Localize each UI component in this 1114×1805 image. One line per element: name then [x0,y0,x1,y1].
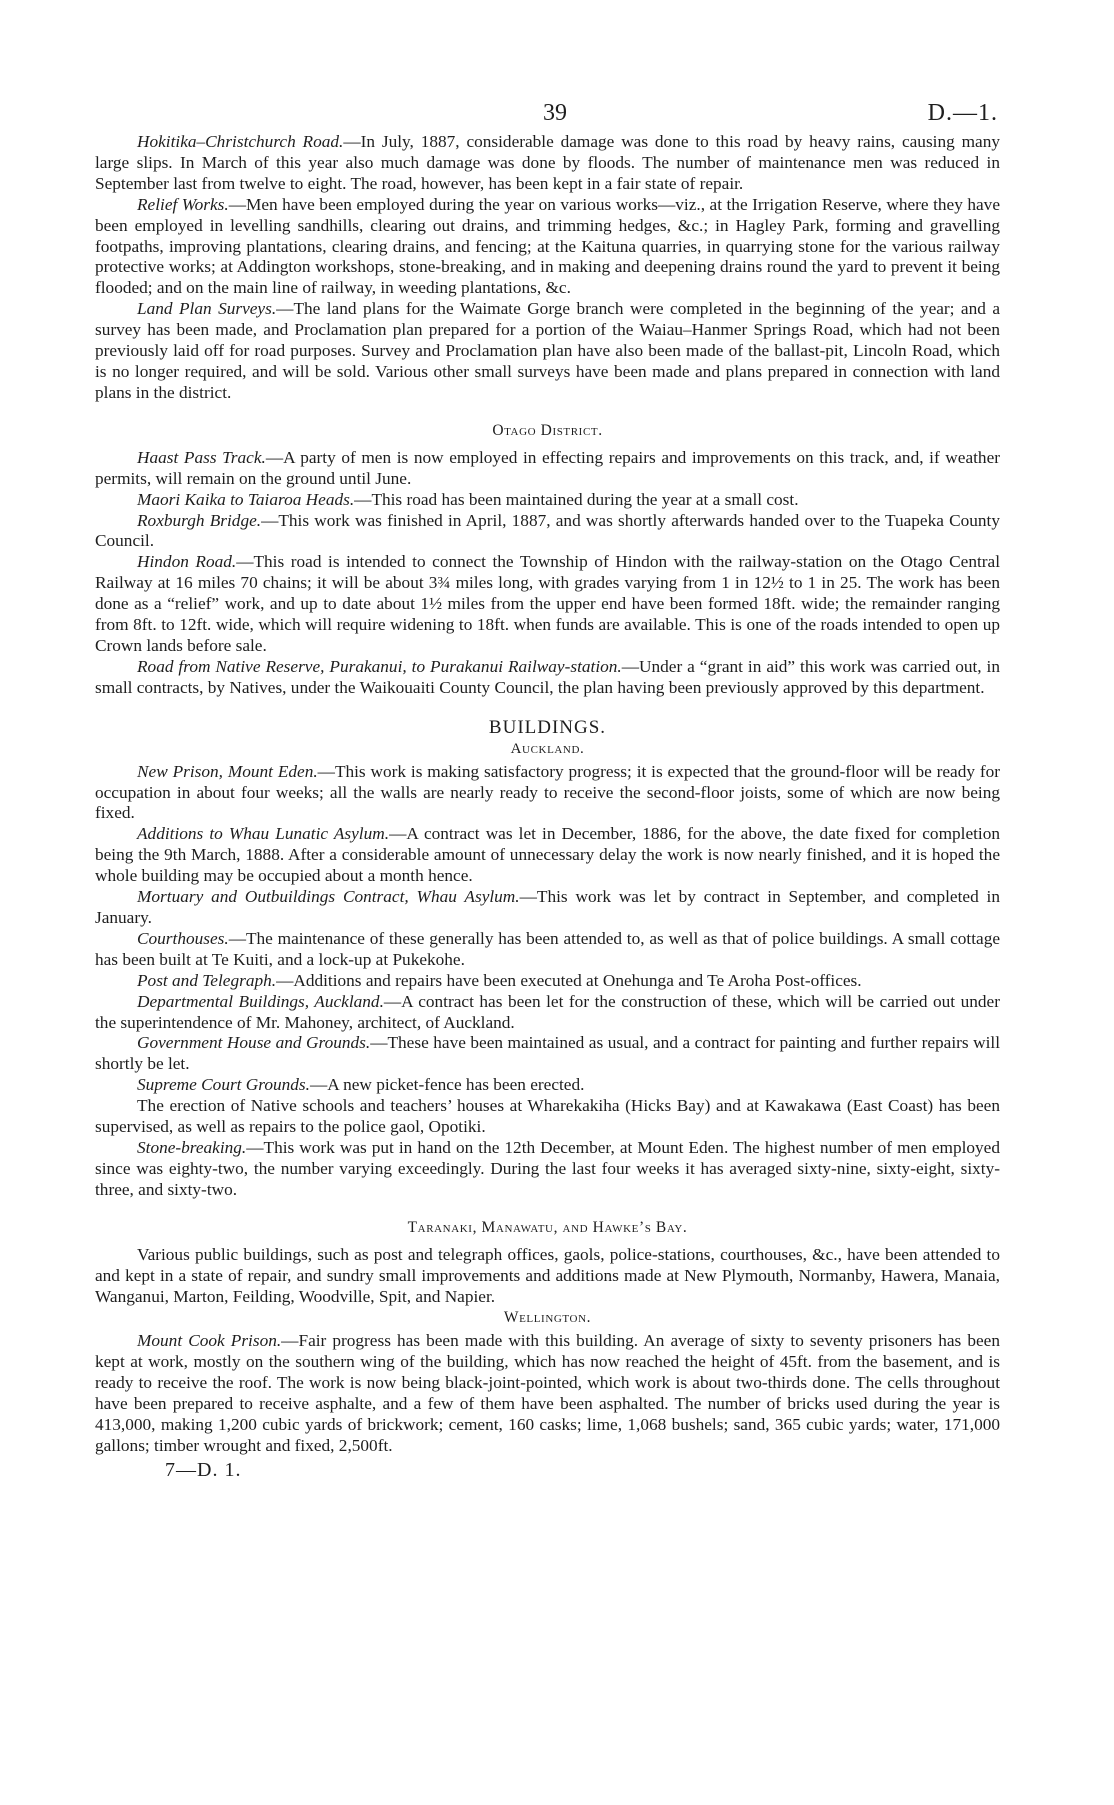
paragraph: Courthouses.—The maintenance of these generally has been attended to, as well as that of police buildings. A small cottage has been built at Te Kuiti, and a lock-up at Pukekohe. [95,928,1000,969]
paragraph: Government House and Grounds.—These have been maintained as usual, and a contract for painting and further repairs will shortly be let. [95,1033,1000,1074]
paragraph: Mount Cook Prison.—Fair progress has been made with this building. An average of sixty to seventy prisoners has been kept at work, mostly on the southern wing of the building, which has now reached the height of 45ft. from the basement, and is ready to receive the roof. The work is now being black-joint-pointed, which work is about two-thirds done. The cells throughout have been prepared to receive asphalte, and a few of them have been asphalted. The number of bricks used during the year is 413,000, making 1,200 cubic yards of brickwork; cement, 160 casks; lime, 1,068 bushels; sand, 365 cubic yards; water, 171,000 gallons; timber wrought and fixed, 2,500ft. [95,1331,1000,1455]
paragraph: Relief Works.—Men have been employed during the year on various works—viz., at the Irrigation Reserve, where they have been employed in levelling sandhills, clearing out drains, and trimming hedges, &c.; in Hagley Park, forming and gravelling footpaths, improving plantations, clearing drains, and fencing; at the Kaituna quarries, in quarrying stone for the various railway protective works; at Addington workshops, stone-breaking, and in making and deepening drains round the yard to prevent it being flooded; and on the main line of railway, in weeding plantations, &c. [95,194,1000,298]
paragraph: Haast Pass Track.—A party of men is now employed in effecting repairs and improvements on this track, and, if weather permits, will remain on the ground until June. [95,447,1000,488]
paragraph: Departmental Buildings, Auckland.—A contract has been let for the construction of these, which will be carried out under the superintendence of Mr. Mahoney, architect, of Auckland. [95,991,1000,1032]
auckland-section [95,762,1000,1201]
paragraph: Hokitika–Christchurch Road.—In July, 1887, considerable damage was done to this road by heavy rains, causing many large slips. In March of this year also much damage was done by floods. The number of maintenance men was reduced in September last from twelve to eight. The road, however, has been kept in a fair state of repair. [95,132,1000,193]
otago-section [95,448,1000,699]
section-title-taranaki: Taranaki, Manawatu, and Hawke’s Bay. [407,1218,688,1236]
paragraph: Additions to Whau Lunatic Asylum.—A contract was let in December, 1886, for the above, the date fixed for completion being the 9th March, 1888. After a considerable amount of unnecessary delay the work is now nearly finished, and it is hoped the whole building may be occupied about a month hence. [95,824,1001,886]
paragraph: Road from Native Reserve, Purakanui, to Purakanui Railway-station.—Under a “grant in aid” this work was carried out, in small contracts, by Natives, under the Waikouaiti County Council, the plan having been previously approved by this department. [95,656,1000,697]
buildings-title: BUILDINGS. [488,716,607,738]
section-title-otago: Otago District. [492,421,603,439]
paragraph: Supreme Court Grounds.—A new picket-fence has been erected. [137,1075,585,1095]
paragraph: Mortuary and Outbuildings Contract, Whau Asylum.—This work was let by contract in September, and completed in January. [95,887,1000,927]
paragraph: New Prison, Mount Eden.—This work is making satisfactory progress; it is expected that the ground-floor will be ready for occupation in about four weeks; all the walls are nearly ready to receive the second-floor joists, some of which are now being fixed. [95,761,1000,823]
paragraph: Maori Kaika to Taiaroa Heads.—This road has been maintained during the year at a small cost. [137,489,799,509]
paragraph: Stone-breaking.—This work was put in hand on the 12th December, at Mount Eden. The highest number of men employed since was eighty-two, the number varying exceedingly. During the last four weeks it has averaged sixty-nine, sixty-eight, sixty-three, and sixty-two. [95,1137,1000,1199]
page-header [95,0,1000,132]
paragraph: Hindon Road.—This road is intended to connect the Township of Hindon with the railway-station on the Otago Central Railway at 16 miles 70 chains; it will be about 3¾ miles long, with grades varying from 1 in 12½ to 1 in 25. The work has been done as a “relief” work, and up to date about 1½ miles from the upper end have been formed 18ft. wide; the remainder ranging from 8ft. to 12ft. wide, which will require widening to 18ft. when funds are available. This is one of the roads intended to open up Crown lands before sale. [95,552,1000,655]
paragraph: The erection of Native schools and teachers’ houses at Wharekakiha (Hicks Bay) and at Kawakawa (East Coast) has been supervised, as well as repairs to the police gaol, Opotiki. [95,1096,1000,1137]
canterbury-section [95,132,1000,404]
section-title-auckland: Auckland. [510,740,585,757]
wellington-section [95,1331,1000,1456]
paragraph: Various public buildings, such as post and telegraph offices, gaols, police-stations, courthouses, &c., have been attended to and kept in a state of repair, and sundry small improvements and additions made at New Plymouth, Normanby, Hawera, Manaia, Wanganui, Marton, Feilding, Woodville, Spit, and Napier. [95,1244,1000,1306]
document-reference: D.—1. [927,100,998,126]
paragraph: Land Plan Surveys.—The land plans for the Waimate Gorge branch were completed in the beginning of the year; and a survey has been made, and Proclamation plan prepared for a portion of the Waiau–Hanmer Springs Road, which had not been previously laid off for road purposes. Survey and Proclamation plan have also been made of the ballast-pit, Lincoln Road, which is no longer required, and will be sold. Various other small surveys have been made and plans prepared in connection with land plans in the district. [95,299,1000,402]
page-number: 39 [543,100,567,126]
section-title-wellington: Wellington. [503,1309,592,1327]
paragraph: Roxburgh Bridge.—This work was finished in April, 1887, and was shortly afterwards handed over to the Tuapeka County Council. [95,510,1000,551]
signature-mark: 7—D. 1. [165,1458,242,1481]
paragraph: Post and Telegraph.—Additions and repairs have been executed at Onehunga and Te Aroha Post-offices. [137,970,862,990]
document-page [95,0,1000,1482]
